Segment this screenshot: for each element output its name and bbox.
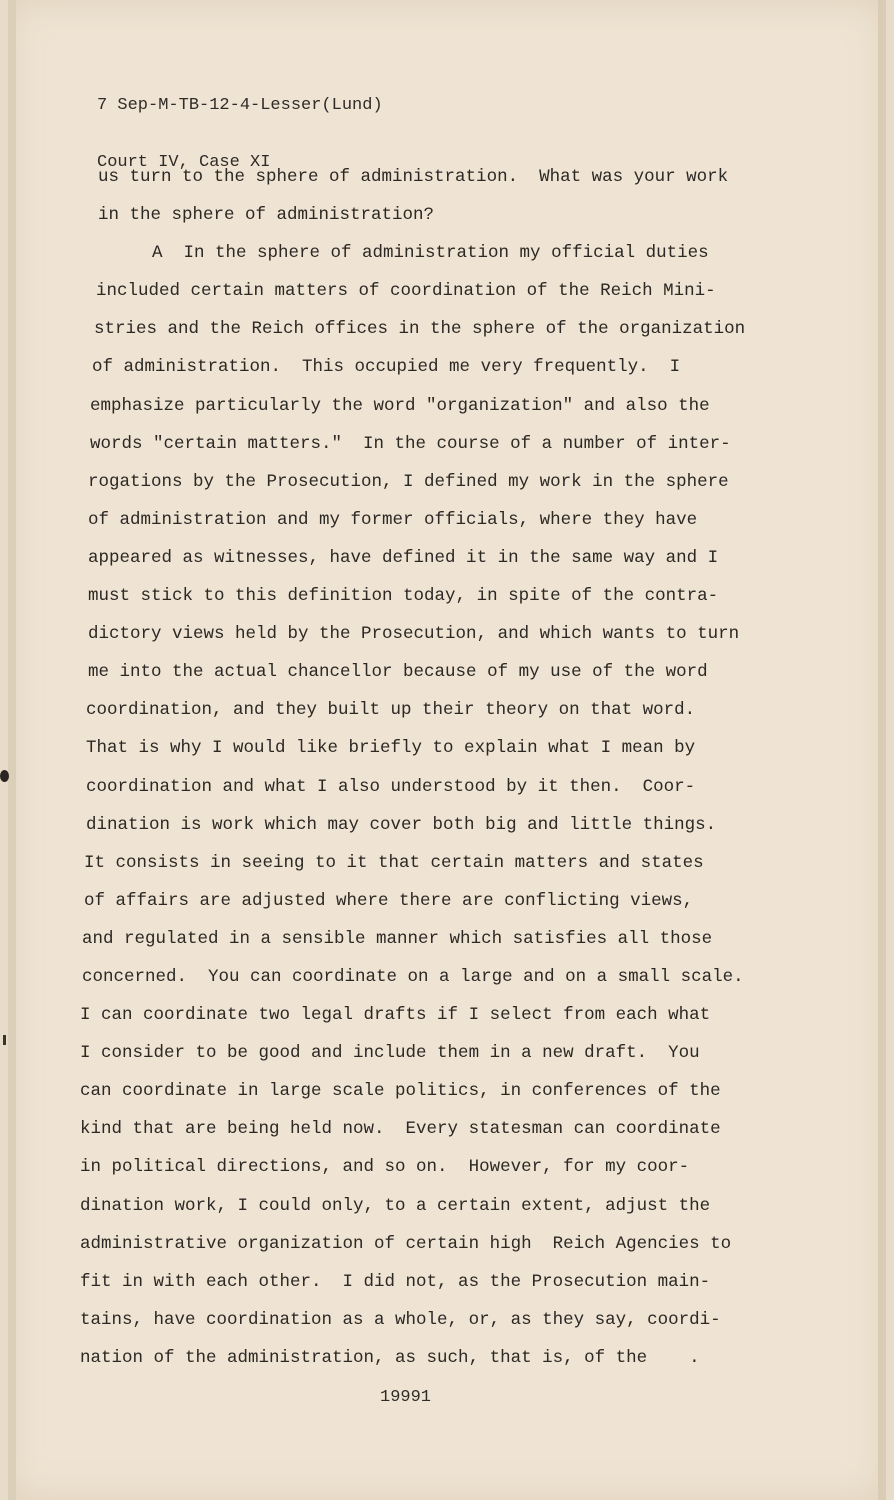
text-line: us turn to the sphere of administration. What was your work <box>98 167 729 187</box>
text-line: fit in with each other. I did not, as the Prosecution main- <box>80 1271 711 1292</box>
transcript-body <box>80 158 820 1377</box>
binding-hole <box>0 770 9 782</box>
binding-mark <box>3 1035 6 1045</box>
text-line: coordination, and they built up their theory on that word. <box>86 700 696 721</box>
text-line: appeared as witnesses, have defined it in the same way and I <box>88 547 719 568</box>
text-line: dination is work which may cover both big and little things. <box>86 814 717 835</box>
text-line: nation of the administration, as such, that is, of the . <box>80 1347 700 1368</box>
text-line: That is why I would like briefly to explain what I mean by <box>86 738 696 759</box>
text-line: I consider to be good and include them in a new draft. You <box>80 1043 700 1064</box>
text-line: me into the actual chancellor because of my use of the word <box>88 662 708 683</box>
text-line: included certain matters of coordination of the Reich Mini- <box>96 281 716 302</box>
text-line: A In the sphere of administration my official duties <box>152 243 709 264</box>
text-line: in political directions, and so on. However, for my coor- <box>80 1157 690 1178</box>
page-number: 19991 <box>380 1388 432 1407</box>
page-right-edge <box>878 0 886 1500</box>
text-line: kind that are being held now. Every statesman can coordinate <box>80 1119 721 1140</box>
text-line: words "certain matters." In the course of a number of inter- <box>90 433 731 454</box>
text-line: tains, have coordination as a whole, or, as they say, coordi- <box>80 1309 721 1330</box>
text-line: of administration and my former officials, where they have <box>88 509 698 530</box>
text-line: can coordinate in large scale politics, in conferences of the <box>80 1081 721 1102</box>
text-line: I can coordinate two legal drafts if I select from each what <box>80 1005 711 1026</box>
page-left-edge <box>8 0 16 1500</box>
text-line: stries and the Reich offices in the sphere of the organization <box>94 319 746 340</box>
text-line: must stick to this definition today, in spite of the contra- <box>88 586 719 607</box>
header-reference: 7 Sep-M-TB-12-4-Lesser(Lund) <box>97 96 383 115</box>
text-line: dictory views held by the Prosecution, and which wants to turn <box>88 624 740 645</box>
text-line: coordination and what I also understood by it then. Coor- <box>86 776 696 797</box>
text-line: and regulated in a sensible manner which satisfies all those <box>82 928 713 949</box>
text-line: emphasize particularly the word "organization" and also the <box>90 395 710 416</box>
text-line: of affairs are adjusted where there are conflicting views, <box>84 890 694 911</box>
header-court-case: Court IV, Case XI <box>97 153 271 172</box>
text-line: dination work, I could only, to a certain extent, adjust the <box>80 1195 711 1216</box>
text-line: of administration. This occupied me very frequently. I <box>92 357 681 378</box>
text-line: concerned. You can coordinate on a large and on a small scale. <box>82 966 744 987</box>
text-line: in the sphere of administration? <box>98 205 435 226</box>
text-line: rogations by the Prosecution, I defined my work in the sphere <box>88 471 729 492</box>
text-line: It consists in seeing to it that certain matters and states <box>84 852 704 873</box>
text-line: administrative organization of certain high Reich Agencies to <box>80 1233 732 1254</box>
